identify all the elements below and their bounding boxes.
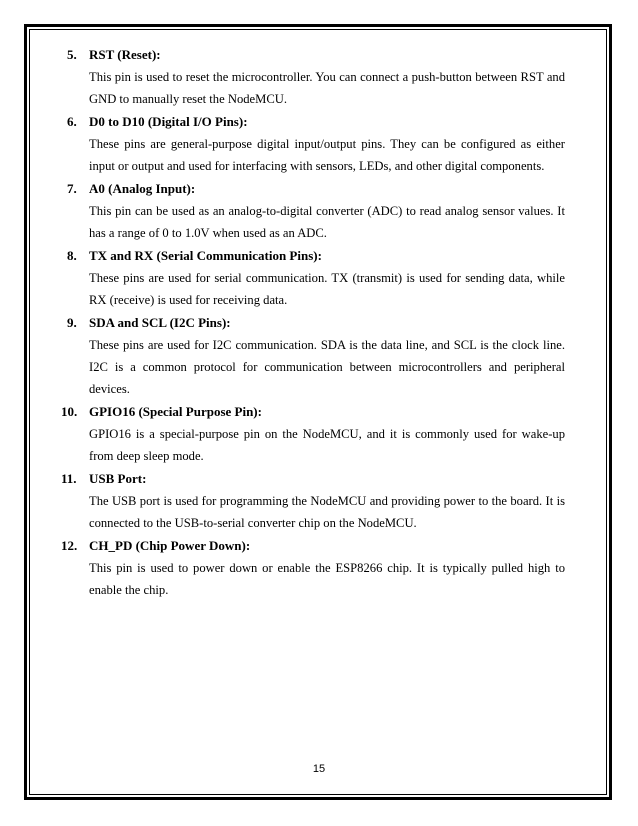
item-number: 9. — [67, 315, 77, 330]
item-heading: A0 (Analog Input): — [89, 181, 196, 196]
item-number: 5. — [67, 47, 77, 62]
item-heading: CH_PD (Chip Power Down): — [89, 538, 251, 553]
list-item-serial — [67, 245, 565, 311]
item-description: This pin is used to reset the microcontroller. You can connect a push-button between RST and GND to manually reset the NodeMCU. — [89, 70, 565, 106]
list-item-gpio16 — [61, 401, 565, 467]
list-item-digital-io — [67, 111, 565, 177]
list-item-rst — [67, 44, 565, 110]
list-item-ch-pd — [61, 535, 565, 601]
list-item-i2c — [67, 312, 565, 400]
item-heading: RST (Reset): — [89, 47, 161, 62]
item-description: GPIO16 is a special-purpose pin on the NodeMCU, and it is commonly used for wake-up from deep sleep mode. — [89, 427, 565, 463]
pin-description-list — [61, 44, 565, 602]
list-item-usb-port — [61, 468, 565, 534]
item-number: 7. — [67, 181, 77, 196]
item-description: These pins are used for I2C communication. SDA is the data line, and SCL is the clock line. I2C is a common protocol for communication between microcontrollers and peripheral devices. — [89, 338, 565, 396]
item-number: 12. — [61, 538, 78, 553]
item-description: This pin can be used as an analog-to-digital converter (ADC) to read analog sensor values. It has a range of 0 to 1.0V when used as an ADC. — [89, 204, 565, 240]
item-description: The USB port is used for programming the NodeMCU and providing power to the board. It is connected to the USB-to-serial converter chip on the NodeMCU. — [89, 494, 565, 530]
item-description: These pins are used for serial communication. TX (transmit) is used for sending data, while RX (receive) is used for receiving data. — [89, 271, 565, 307]
item-number: 11. — [61, 471, 77, 486]
item-number: 10. — [61, 404, 78, 419]
item-heading: SDA and SCL (I2C Pins): — [89, 315, 231, 330]
item-heading: USB Port: — [89, 471, 147, 486]
item-heading: D0 to D10 (Digital I/O Pins): — [89, 114, 248, 129]
page-number: 15 — [312, 763, 326, 775]
list-item-analog-input — [67, 178, 565, 244]
item-heading: TX and RX (Serial Communication Pins): — [89, 248, 322, 263]
item-number: 6. — [67, 114, 77, 129]
item-description: This pin is used to power down or enable the ESP8266 chip. It is typically pulled high to enable the chip. — [89, 561, 565, 597]
item-description: These pins are general-purpose digital input/output pins. They can be configured as either input or output and used for interfacing with sensors, LEDs, and other digital components. — [89, 137, 565, 173]
item-heading: GPIO16 (Special Purpose Pin): — [89, 404, 262, 419]
item-number: 8. — [67, 248, 77, 263]
